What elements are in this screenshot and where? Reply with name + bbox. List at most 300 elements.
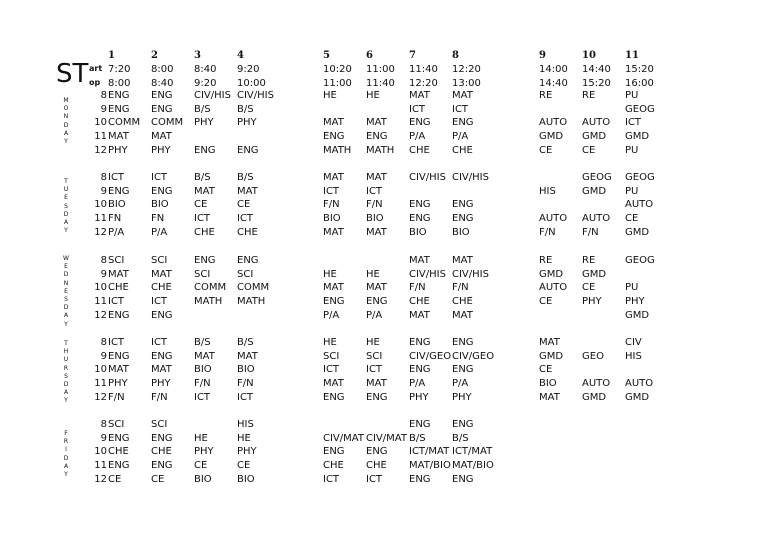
timetable-cell: AUTO — [539, 213, 568, 225]
timetable-cell: BIO — [151, 199, 169, 211]
class-number: 9 — [100, 103, 107, 115]
timetable-cell: CE — [582, 144, 596, 156]
timetable-cell: AUTO — [539, 282, 568, 294]
timetable-cell: SCI — [151, 419, 168, 430]
stop-time: 14:40 — [539, 78, 568, 89]
day-label-monday — [61, 97, 71, 146]
day-label-letter: O — [63, 105, 69, 113]
day-label-letter: D — [63, 454, 69, 462]
period-number: 11 — [625, 50, 639, 61]
start-time: 7:20 — [108, 64, 131, 75]
timetable-cell: CE — [539, 296, 553, 308]
day-label-letter: D — [63, 210, 69, 218]
period-number: 2 — [151, 50, 158, 61]
timetable-cell: MAT — [323, 378, 344, 390]
timetable-cell: BIO — [237, 364, 255, 376]
timetable-cell: PHY — [108, 144, 128, 156]
timetable-cell: MAT/BIO — [409, 460, 451, 472]
day-label-letter: R — [63, 364, 69, 372]
day-label-letter: D — [63, 121, 69, 129]
timetable-cell: GMD — [625, 226, 650, 238]
class-number: 11 — [94, 213, 107, 225]
timetable-cell: MAT — [452, 90, 473, 101]
timetable-cell: ENG — [151, 460, 173, 472]
timetable-cell: ENG — [409, 117, 431, 129]
class-number: 12 — [94, 473, 107, 485]
timetable-cell: BIO — [366, 213, 384, 225]
timetable-cell: GMD — [582, 268, 607, 280]
timetable-cell: ENG — [409, 364, 431, 376]
timetable-cell: MAT — [366, 172, 387, 183]
period-number: 7 — [409, 50, 416, 61]
class-number: 9 — [100, 350, 107, 362]
timetable-cell: MAT — [323, 226, 344, 238]
day-label-tuesday — [61, 178, 71, 235]
timetable-cell: CHE — [108, 282, 129, 294]
timetable-cell: GEO — [582, 350, 604, 362]
timetable-cell: ENG — [409, 337, 431, 348]
class-number: 10 — [94, 446, 107, 458]
timetable-cell: BIO — [194, 473, 212, 485]
start-time: 10:20 — [323, 64, 352, 75]
day-label-letter: U — [63, 356, 69, 364]
stop-time: 9:20 — [194, 78, 217, 89]
timetable-cell: ENG — [108, 309, 130, 321]
day-label-letter: Y — [64, 471, 68, 479]
timetable-cell: MAT — [452, 309, 473, 321]
timetable-cell: HIS — [625, 350, 642, 362]
timetable-cell: SCI — [108, 255, 125, 266]
class-number: 10 — [94, 364, 107, 376]
timetable-cell: CIV/HIS — [409, 268, 446, 280]
timetable-cell: ICT — [151, 172, 168, 183]
timetable-cell: CIV/HIS — [409, 172, 446, 183]
timetable-cell: AUTO — [539, 117, 568, 129]
timetable-cell: CHE — [452, 296, 473, 308]
timetable-cell: CHE — [151, 282, 172, 294]
period-number: 1 — [108, 50, 115, 61]
timetable-cell: F/N — [409, 282, 426, 294]
timetable-cell: BIO — [539, 378, 557, 390]
day-label-letter: A — [63, 129, 69, 137]
timetable-cell: ENG — [366, 446, 388, 458]
timetable-cell: CIV/HIS — [237, 90, 274, 101]
timetable-cell: ENG — [108, 350, 130, 362]
class-number: 10 — [94, 199, 107, 211]
timetable-cell: ENG — [151, 350, 173, 362]
timetable-cell: ENG — [108, 460, 130, 472]
timetable-cell: PHY — [452, 391, 472, 403]
start-time: 8:40 — [194, 64, 217, 75]
timetable-cell: ENG — [237, 144, 259, 156]
timetable-cell: F/N — [194, 378, 211, 390]
class-number: 11 — [94, 131, 107, 143]
timetable-cell: RE — [582, 90, 596, 101]
timetable-cell: ICT — [366, 185, 383, 197]
timetable-cell: ICT — [409, 103, 426, 115]
timetable-cell: CHE — [237, 226, 258, 238]
timetable-cell: MAT — [366, 117, 387, 129]
timetable-cell: MAT — [409, 255, 430, 266]
timetable-cell: PHY — [194, 446, 214, 458]
day-label-letter: I — [65, 446, 67, 454]
day-label-letter: H — [63, 348, 69, 356]
timetable-cell: MATH — [323, 144, 352, 156]
timetable-cell: MAT — [237, 185, 258, 197]
timetable-cell: PHY — [237, 117, 257, 129]
day-label-letter: N — [63, 279, 69, 287]
timetable-cell: ENG — [151, 309, 173, 321]
timetable-cell: F/N — [323, 199, 340, 211]
start-time: 15:20 — [625, 64, 654, 75]
timetable-cell: MAT — [323, 282, 344, 294]
timetable-cell: P/A — [409, 131, 426, 143]
day-label-letter: W — [63, 255, 69, 262]
timetable-cell: SCI — [237, 268, 254, 280]
class-number: 8 — [100, 419, 107, 430]
stop-time: 11:00 — [323, 78, 352, 89]
timetable-cell: ICT — [323, 473, 340, 485]
timetable-cell: GMD — [539, 350, 564, 362]
timetable-cell: GMD — [539, 131, 564, 143]
timetable-cell: SCI — [323, 350, 340, 362]
stop-time: 8:00 — [108, 78, 131, 89]
timetable-cell: ENG — [409, 213, 431, 225]
timetable-cell: P/A — [108, 226, 125, 238]
timetable-cell: F/N — [237, 378, 254, 390]
timetable-cell: PU — [625, 282, 639, 294]
timetable-cell: ENG — [409, 419, 431, 430]
timetable-cell: GMD — [625, 131, 650, 143]
timetable-cell: B/S — [409, 432, 426, 444]
timetable-cell: PHY — [625, 296, 645, 308]
timetable-cell: GEOG — [625, 103, 655, 115]
timetable-cell: CIV/GEO — [409, 350, 452, 362]
timetable-cell: GEOG — [625, 172, 655, 183]
timetable-cell: P/A — [409, 378, 426, 390]
timetable-cell: ENG — [452, 419, 474, 430]
timetable-cell: AUTO — [582, 117, 611, 129]
day-label-letter: D — [63, 381, 69, 389]
timetable-cell: MAT — [409, 309, 430, 321]
timetable-cell: CIV/GEO — [452, 350, 495, 362]
timetable-cell: ICT — [323, 185, 340, 197]
day-label-letter: T — [64, 178, 68, 185]
timetable-cell: CE — [237, 199, 251, 211]
timetable-cell: ICT — [108, 172, 125, 183]
timetable-cell: ICT — [108, 337, 125, 348]
timetable-cell: B/S — [237, 172, 254, 183]
timetable-cell: BIO — [237, 473, 255, 485]
timetable-cell: CHE — [409, 144, 430, 156]
timetable-cell: HE — [323, 90, 337, 101]
period-number: 10 — [582, 50, 596, 61]
day-label-letter: A — [63, 462, 69, 470]
stop-time: 11:40 — [366, 78, 395, 89]
timetable-cell: BIO — [409, 226, 427, 238]
class-number: 9 — [100, 432, 107, 444]
timetable-cell: ICT — [194, 213, 211, 225]
timetable-cell: PU — [625, 90, 639, 101]
timetable-cell: BIO — [323, 213, 341, 225]
timetable-cell: AUTO — [582, 213, 611, 225]
timetable-cell: CHE — [194, 226, 215, 238]
start-row-label: art — [89, 64, 103, 73]
timetable-cell: CHE — [452, 144, 473, 156]
timetable-cell: CHE — [409, 296, 430, 308]
timetable-cell: PHY — [194, 117, 214, 129]
timetable-cell: ENG — [194, 255, 216, 266]
day-label-letter: R — [63, 438, 69, 446]
timetable-cell: ENG — [452, 117, 474, 129]
timetable-cell: B/S — [237, 337, 254, 348]
day-label-letter: E — [64, 263, 68, 271]
start-time: 14:40 — [582, 64, 611, 75]
day-label-letter: Y — [64, 320, 68, 328]
timetable-cell: COMM — [108, 117, 141, 129]
timetable-cell: GMD — [582, 391, 607, 403]
day-label-letter: S — [64, 202, 68, 210]
timetable-cell: MAT — [323, 117, 344, 129]
timetable-cell: P/A — [151, 226, 168, 238]
timetable-cell: MATH — [366, 144, 395, 156]
timetable-cell: ENG — [452, 199, 474, 211]
timetable-cell: ENG — [452, 473, 474, 485]
period-number: 5 — [323, 50, 330, 61]
timetable-cell: FN — [108, 213, 122, 225]
start-time: 9:20 — [237, 64, 260, 75]
timetable-cell: ENG — [366, 296, 388, 308]
timetable-cell: PHY — [582, 296, 602, 308]
class-number: 9 — [100, 268, 107, 280]
stop-time: 12:20 — [409, 78, 438, 89]
timetable-cell: HE — [194, 432, 208, 444]
timetable-cell: ENG — [151, 90, 173, 101]
class-number: 11 — [94, 460, 107, 472]
timetable-cell: ICT — [452, 103, 469, 115]
timetable-cell: ICT — [108, 296, 125, 308]
class-number: 10 — [94, 282, 107, 294]
timetable-cell: RE — [539, 90, 553, 101]
day-label-letter: Y — [64, 397, 68, 405]
timetable-cell: GEOG — [625, 255, 655, 266]
timetable-cell: CIV/HIS — [452, 268, 489, 280]
timetable-cell: MAT/BIO — [452, 460, 494, 472]
start-time: 12:20 — [452, 64, 481, 75]
class-number: 12 — [94, 309, 107, 321]
timetable-cell: MAT — [409, 90, 430, 101]
day-label-letter: U — [63, 186, 69, 194]
timetable-cell: SCI — [366, 350, 383, 362]
timetable-cell: PU — [625, 144, 639, 156]
timetable-cell: MAT — [539, 391, 560, 403]
timetable-cell: BIO — [108, 199, 126, 211]
timetable-cell: PHY — [151, 144, 171, 156]
sheet-title-st: ST — [56, 59, 89, 89]
timetable-cell: CIV/MAT — [323, 432, 364, 444]
timetable-cell: MAT — [539, 337, 560, 348]
timetable-cell: FN — [151, 213, 165, 225]
timetable-cell: COMM — [237, 282, 270, 294]
day-label-wednesday — [61, 255, 71, 329]
timetable-cell: ICT/MAT — [409, 446, 450, 458]
period-number: 3 — [194, 50, 201, 61]
timetable-cell: GMD — [625, 391, 650, 403]
day-label-letter: A — [63, 389, 69, 397]
day-label-letter: A — [63, 219, 69, 227]
class-number: 8 — [100, 337, 107, 348]
timetable-cell: MAT — [194, 185, 215, 197]
timetable-cell: P/A — [452, 131, 469, 143]
day-label-letter: D — [63, 271, 69, 279]
stop-time: 10:00 — [237, 78, 266, 89]
timetable-cell: CE — [108, 473, 122, 485]
timetable-cell: MAT — [366, 378, 387, 390]
timetable-cell: ICT — [237, 213, 254, 225]
timetable-cell: MAT — [323, 172, 344, 183]
timetable-cell: CE — [194, 460, 208, 472]
timetable-cell: MAT — [151, 131, 172, 143]
timetable-cell: RE — [582, 255, 596, 266]
class-number: 8 — [100, 90, 107, 101]
timetable-cell: F/N — [366, 199, 383, 211]
timetable-cell: ENG — [366, 391, 388, 403]
timetable-cell: F/N — [151, 391, 168, 403]
timetable-cell: MAT — [366, 282, 387, 294]
timetable-cell: GMD — [582, 131, 607, 143]
timetable-cell: MAT — [151, 364, 172, 376]
timetable-cell: ENG — [323, 131, 345, 143]
day-label-letter: E — [64, 194, 68, 202]
timetable-cell: P/A — [323, 309, 340, 321]
day-label-letter: A — [63, 312, 69, 320]
timetable-cell: ENG — [151, 185, 173, 197]
day-label-letter: M — [63, 97, 69, 104]
timetable-cell: CE — [539, 144, 553, 156]
timetable-cell: MAT — [108, 364, 129, 376]
timetable-cell: ENG — [151, 103, 173, 115]
timetable-cell: BIO — [194, 364, 212, 376]
period-number: 8 — [452, 50, 459, 61]
class-number: 11 — [94, 296, 107, 308]
timetable-cell: MAT — [237, 350, 258, 362]
timetable-cell: B/S — [194, 337, 211, 348]
timetable-cell: PHY — [151, 378, 171, 390]
day-label-friday — [61, 430, 71, 479]
class-number: 12 — [94, 144, 107, 156]
timetable-cell: HE — [323, 337, 337, 348]
timetable-cell: SCI — [194, 268, 211, 280]
class-number: 8 — [100, 172, 107, 183]
timetable-cell: ICT — [151, 296, 168, 308]
timetable-cell: AUTO — [625, 199, 654, 211]
timetable-cell: ICT — [323, 364, 340, 376]
timetable-cell: CIV — [625, 337, 642, 348]
timetable-cell: MATH — [237, 296, 266, 308]
timetable-cell: CE — [194, 199, 208, 211]
timetable-cell: MATH — [194, 296, 223, 308]
timetable-cell: COMM — [194, 282, 227, 294]
timetable-cell: COMM — [151, 117, 184, 129]
timetable-cell: PHY — [108, 378, 128, 390]
timetable-cell: BIO — [452, 226, 470, 238]
timetable-cell: ENG — [323, 296, 345, 308]
timetable-cell: F/N — [539, 226, 556, 238]
stop-time: 13:00 — [452, 78, 481, 89]
timetable-cell: HIS — [539, 185, 556, 197]
timetable-cell: CE — [582, 282, 596, 294]
timetable-cell: ENG — [237, 255, 259, 266]
start-time: 11:00 — [366, 64, 395, 75]
day-label-letter: D — [63, 304, 69, 312]
timetable-cell: MAT — [366, 226, 387, 238]
class-number: 11 — [94, 378, 107, 390]
timetable-cell: HE — [366, 268, 380, 280]
timetable-cell: ENG — [409, 199, 431, 211]
timetable-cell: B/S — [194, 103, 211, 115]
start-time: 14:00 — [539, 64, 568, 75]
timetable-cell: ENG — [452, 337, 474, 348]
timetable-cell: GMD — [625, 309, 650, 321]
timetable-cell: CE — [237, 460, 251, 472]
start-time: 8:00 — [151, 64, 174, 75]
timetable-cell: HE — [323, 268, 337, 280]
timetable-cell: CHE — [108, 446, 129, 458]
timetable-cell: ENG — [323, 391, 345, 403]
timetable-cell: ENG — [108, 185, 130, 197]
timetable-cell: ENG — [108, 90, 130, 101]
timetable-cell: PU — [625, 185, 639, 197]
timetable-cell: CE — [151, 473, 165, 485]
period-number: 6 — [366, 50, 373, 61]
timetable-cell: B/S — [194, 172, 211, 183]
timetable-cell: PHY — [237, 446, 257, 458]
timetable-cell: ENG — [452, 364, 474, 376]
day-label-letter: S — [64, 296, 68, 304]
period-number: 9 — [539, 50, 546, 61]
timetable-cell: ENG — [366, 131, 388, 143]
timetable-cell: CHE — [323, 460, 344, 472]
timetable-cell: AUTO — [582, 378, 611, 390]
timetable-cell: MAT — [452, 255, 473, 266]
timetable-cell: SCI — [151, 255, 168, 266]
timetable-cell: ENG — [151, 432, 173, 444]
timetable-cell: CE — [625, 213, 639, 225]
timetable-cell: MAT — [108, 131, 129, 143]
timetable-cell: ENG — [323, 446, 345, 458]
timetable-cell: SCI — [108, 419, 125, 430]
timetable-cell: CIV/HIS — [452, 172, 489, 183]
period-number: 4 — [237, 50, 244, 61]
day-label-letter: S — [64, 372, 68, 380]
timetable-cell: F/N — [582, 226, 599, 238]
timetable-cell: CHE — [366, 460, 387, 472]
day-label-letter: F — [64, 430, 68, 437]
timetable-cell: PHY — [409, 391, 429, 403]
timetable-cell: ICT — [625, 117, 642, 129]
timetable-cell: ENG — [108, 432, 130, 444]
timetable-cell: ENG — [194, 144, 216, 156]
timetable-cell: MAT — [194, 350, 215, 362]
timetable-cell: F/N — [452, 282, 469, 294]
timetable-cell: HIS — [237, 419, 254, 430]
timetable-cell: HE — [366, 337, 380, 348]
stop-time: 8:40 — [151, 78, 174, 89]
timetable-cell: CIV/HIS — [194, 90, 231, 101]
timetable-cell: ENG — [409, 473, 431, 485]
timetable-cell: CIV/MAT — [366, 432, 407, 444]
timetable-cell: MAT — [151, 268, 172, 280]
